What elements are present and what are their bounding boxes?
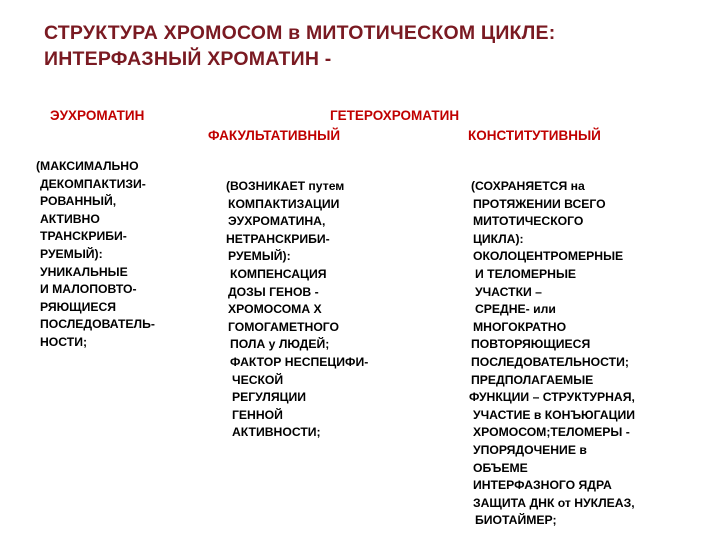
- constitutive-line: УЧАСТИЕ в КОНЪЮГАЦИИ: [473, 407, 635, 422]
- euchromatin-line: АКТИВНО: [40, 211, 100, 226]
- euchromatin-line: РОВАННЫЙ,: [40, 194, 117, 209]
- header-constitutive: КОНСТИТУТИВНЫЙ: [468, 128, 601, 143]
- facultative-line: АКТИВНОСТИ;: [232, 425, 321, 440]
- euchromatin-line: ПОСЛЕДОВАТЕЛЬ-: [40, 317, 155, 332]
- euchromatin-description: [36, 158, 155, 352]
- facultative-line: ЭУХРОМАТИНА,: [228, 214, 326, 229]
- slide-title: [44, 20, 704, 72]
- title-line-2: ИНТЕРФАЗНЫЙ ХРОМАТИН -: [44, 48, 332, 70]
- facultative-line: ХРОМОСОМА Х: [228, 302, 322, 317]
- facultative-line: КОМПЕНСАЦИЯ: [230, 266, 327, 281]
- facultative-line: РУЕМЫЙ):: [228, 249, 291, 264]
- facultative-line: ФАКТОР НЕСПЕЦИФИ-: [230, 354, 369, 369]
- constitutive-line: (СОХРАНЯЕТСЯ на: [471, 179, 585, 193]
- constitutive-line: ХРОМОСОМ;ТЕЛОМЕРЫ -: [473, 425, 630, 440]
- facultative-line: НЕТРАНСКРИБИ-: [226, 231, 330, 246]
- constitutive-line: МНОГОКРАТНО: [473, 319, 567, 334]
- facultative-line: ДОЗЫ ГЕНОВ -: [228, 284, 319, 299]
- header-heterochromatin: ГЕТЕРОХРОМАТИН: [330, 108, 460, 123]
- constitutive-line: ЗАЩИТА ДНК от НУКЛЕАЗ,: [473, 495, 635, 510]
- constitutive-line: ОКОЛОЦЕНТРОМЕРНЫЕ: [473, 249, 624, 264]
- header-facultative: ФАКУЛЬТАТИВНЫЙ: [208, 128, 341, 143]
- constitutive-line: ОБЪЕМЕ: [473, 460, 528, 475]
- constitutive-line: ФУНКЦИИ – СТРУКТУРНАЯ,: [469, 390, 635, 405]
- euchromatin-line: (МАКСИМАЛЬНО: [36, 159, 139, 173]
- header-euchromatin: ЭУХРОМАТИН: [50, 108, 145, 123]
- constitutive-line: И ТЕЛОМЕРНЫЕ: [475, 266, 577, 281]
- euchromatin-line: ДЕКОМПАКТИЗИ-: [40, 176, 146, 191]
- constitutive-line: УЧАСТКИ –: [475, 284, 542, 299]
- constitutive-line: ПРОТЯЖЕНИИ ВСЕГО: [473, 196, 606, 211]
- euchromatin-line: РУЕМЫЙ):: [40, 246, 103, 261]
- constitutive-line: ИНТЕРФАЗНОГО ЯДРА: [473, 478, 612, 493]
- facultative-line: ПОЛА у ЛЮДЕЙ;: [230, 337, 330, 352]
- constitutive-line: ПОВТОРЯЮЩИЕСЯ: [471, 337, 591, 352]
- euchromatin-line: НОСТИ;: [40, 334, 88, 349]
- constitutive-line: ПОСЛЕДОВАТЕЛЬНОСТИ;: [471, 354, 629, 369]
- facultative-line: КОМПАКТИЗАЦИИ: [228, 196, 340, 211]
- constitutive-line: ПРЕДПОЛАГАЕМЫЕ: [471, 372, 594, 387]
- euchromatin-line: РЯЮЩИЕСЯ: [40, 299, 117, 314]
- facultative-line: ГЕННОЙ: [232, 407, 283, 422]
- constitutive-line: ЦИКЛА):: [473, 231, 524, 246]
- facultative-line: ГОМОГАМЕТНОГО: [228, 319, 340, 334]
- facultative-description: [226, 178, 368, 442]
- euchromatin-line: ТРАНСКРИБИ-: [40, 229, 127, 244]
- constitutive-description: [471, 178, 635, 530]
- facultative-line: РЕГУЛЯЦИИ: [232, 390, 307, 405]
- constitutive-line: СРЕДНЕ- или: [475, 302, 556, 317]
- constitutive-line: МИТОТИЧЕСКОГО: [473, 214, 584, 229]
- constitutive-line: УПОРЯДОЧЕНИЕ в: [473, 442, 587, 457]
- constitutive-line: БИОТАЙМЕР;: [475, 513, 557, 528]
- title-line-1: СТРУКТУРА ХРОМОСОМ в МИТОТИЧЕСКОМ ЦИКЛЕ:: [44, 22, 556, 44]
- facultative-line: ЧЕСКОЙ: [232, 372, 284, 387]
- euchromatin-line: И МАЛОПОВТО-: [40, 282, 137, 297]
- facultative-line: (ВОЗНИКАЕТ путем: [226, 179, 345, 193]
- euchromatin-line: УНИКАЛЬНЫЕ: [40, 264, 128, 279]
